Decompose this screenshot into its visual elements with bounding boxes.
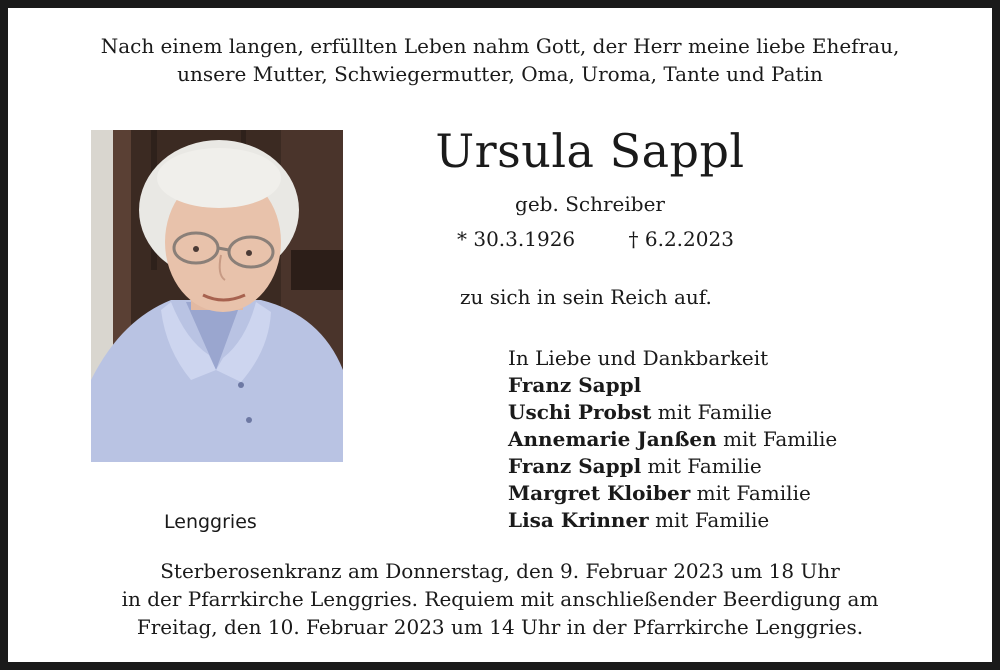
member-suffix: mit Familie (657, 400, 772, 424)
family-list (508, 345, 837, 534)
family-heading: In Liebe und Dankbarkeit (508, 346, 769, 370)
service-line-1: Sterberosenkranz am Donnerstag, den 9. Februar 2023 um 18 Uhr (160, 559, 840, 583)
place-name: Lenggries (164, 511, 257, 533)
member-name: Annemarie Janßen (508, 427, 717, 451)
member-name: Margret Kloiber (508, 481, 691, 505)
member-name: Uschi Probst (508, 400, 652, 424)
member-name: Franz Sappl (508, 454, 642, 478)
family-member (508, 453, 837, 480)
family-member (508, 480, 837, 507)
member-suffix: mit Familie (647, 454, 762, 478)
intro-line-2: unsere Mutter, Schwiegermutter, Oma, Uroma, Tante und Patin (177, 62, 823, 86)
service-line-2: in der Pfarrkirche Lenggries. Requiem mit anschließender Beerdigung am (121, 587, 879, 611)
portrait-photo (91, 130, 343, 462)
death-date: † 6.2.2023 (628, 227, 734, 251)
life-dates (457, 225, 734, 253)
intro-text (8, 32, 992, 88)
member-suffix: mit Familie (655, 508, 770, 532)
member-name: Lisa Krinner (508, 508, 649, 532)
birth-date: * 30.3.1926 (457, 227, 576, 251)
member-suffix: mit Familie (696, 481, 811, 505)
maiden-name: geb. Schreiber (515, 192, 665, 216)
reich-text: zu sich in sein Reich auf. (460, 285, 712, 309)
family-member (508, 372, 837, 399)
portrait-illustration (91, 130, 343, 462)
service-line-3: Freitag, den 10. Februar 2023 um 14 Uhr in der Pfarrkirche Lenggries. (136, 615, 864, 639)
family-member (508, 399, 837, 426)
service-info (8, 557, 992, 641)
family-member (508, 426, 837, 453)
intro-line-1: Nach einem langen, erfüllten Leben nahm Gott, der Herr meine liebe Ehefrau, (100, 34, 900, 58)
member-suffix: mit Familie (723, 427, 838, 451)
member-name: Franz Sappl (508, 373, 642, 397)
family-member (508, 507, 837, 534)
deceased-name: Ursula Sappl (435, 124, 745, 178)
